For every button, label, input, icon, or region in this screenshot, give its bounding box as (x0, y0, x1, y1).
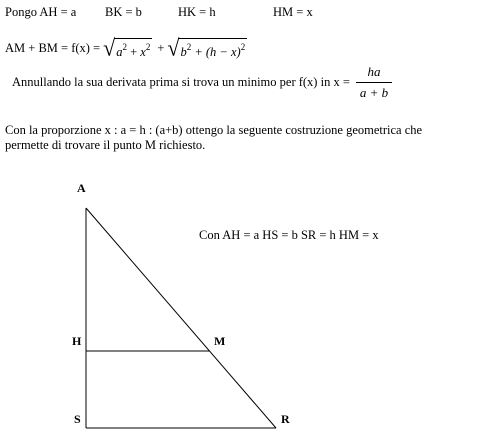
proportion-line-2: permette di trovare il punto M richiesto. (5, 138, 206, 152)
definition-bk: BK = b (105, 5, 142, 19)
derivative-text: Annullando la sua derivata prima si trova un minimo per f(x) in x = (12, 75, 350, 89)
definition-hk: HK = h (178, 5, 216, 19)
point-label-a: A (77, 181, 86, 195)
proportion-line-1: Con la proporzione x : a = h : (a+b) ottengo la seguente costruzione geometrica che (5, 123, 423, 137)
point-label-m: M (214, 334, 226, 348)
fraction-denominator: a + b (356, 82, 392, 101)
definition-ah: Pongo AH = a (5, 5, 77, 19)
point-label-h: H (72, 334, 82, 348)
fraction-numerator: ha (367, 64, 381, 79)
point-label-r: R (281, 412, 290, 426)
formula-lhs: AM + BM = f(x) = (5, 41, 101, 55)
sqrt-term-1: √ $a^2 + x^2$ (103, 34, 151, 61)
sqrt-term-2: √ $b^2 + (h - x)^2$ (167, 34, 246, 61)
diagram-caption: Con AH = a HS = b SR = h HM = x (199, 228, 379, 242)
point-label-s: S (74, 412, 81, 426)
radical-sign-icon: √ (167, 34, 180, 61)
formula-plus: + (157, 41, 165, 55)
definition-hm: HM = x (273, 5, 313, 19)
radical-sign-icon: √ (103, 34, 116, 61)
